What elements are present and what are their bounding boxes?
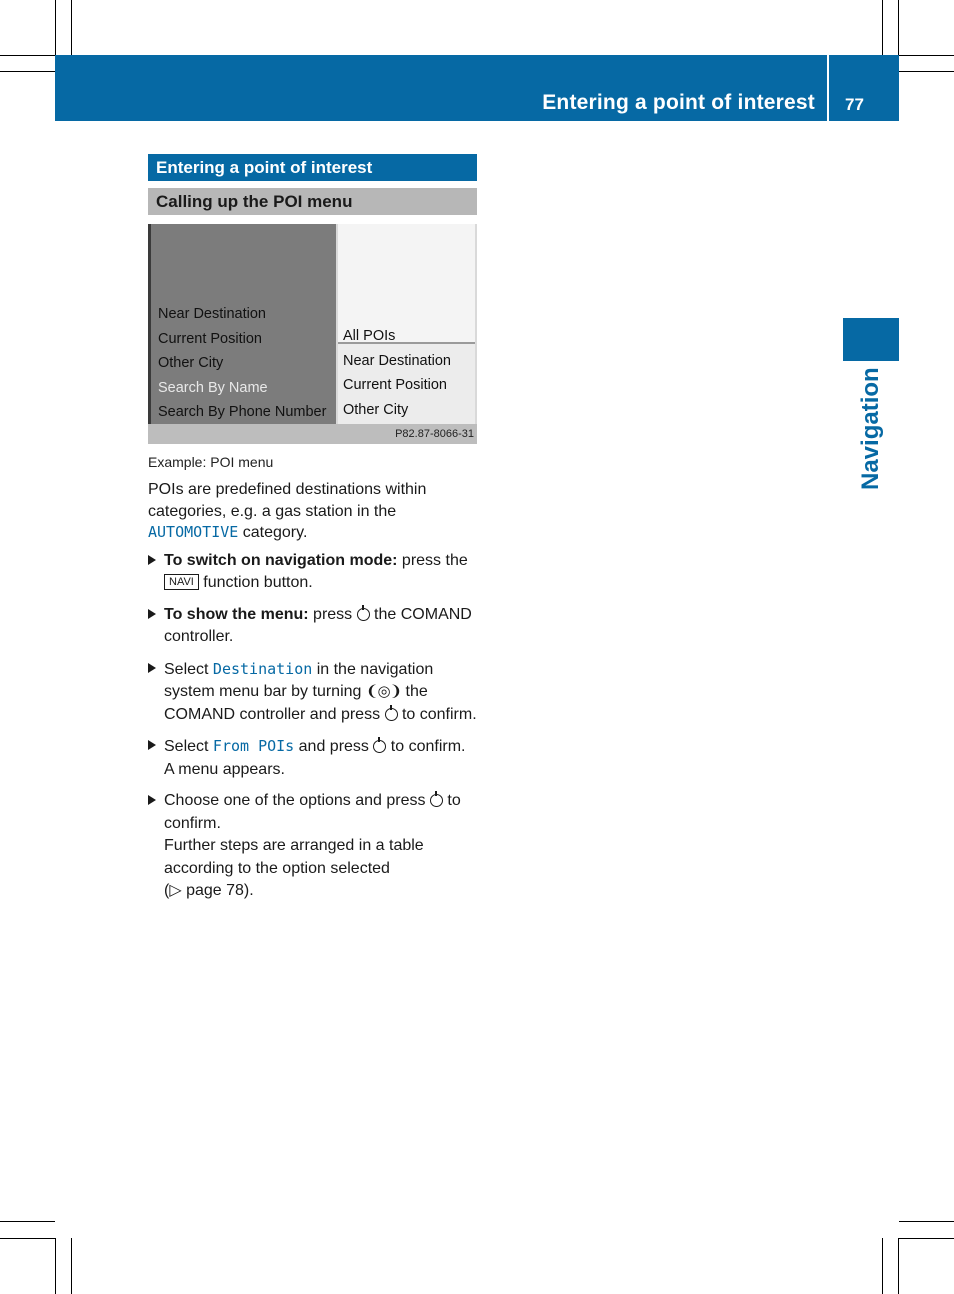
step-text: in the navigation system menu bar by turning	[164, 660, 434, 700]
step-item	[148, 658, 477, 727]
triangle-right-icon	[148, 740, 156, 750]
intro-text: POIs are predefined destinations within categories, e.g. a gas station in the	[148, 481, 427, 520]
image-code: P82.87-8066-31	[395, 428, 474, 440]
triangle-right-icon	[148, 663, 156, 673]
press-controller-icon	[430, 794, 443, 807]
page-number: 77	[845, 95, 864, 114]
header-title: Entering a point of interest	[542, 91, 815, 114]
screen-menu-item: Near Destination	[158, 306, 266, 322]
poi-menu-screenshot	[148, 224, 477, 444]
step-item	[148, 790, 477, 903]
crop-mark	[899, 1238, 954, 1239]
screen-menu-item: Search By Phone Number	[158, 404, 327, 420]
crop-mark	[899, 55, 954, 56]
crop-mark	[0, 1238, 55, 1239]
screen-left-menu	[158, 302, 326, 425]
screen-right-menu	[343, 324, 451, 422]
step-note: Further steps are arranged in a table according to the option selected	[164, 837, 424, 877]
step-text: Select	[164, 660, 213, 678]
step-item	[148, 550, 477, 595]
screen-menu-item: Current Position	[343, 377, 447, 393]
crop-mark	[898, 1238, 899, 1294]
page-reference-link[interactable]: (▷ page 78).	[164, 882, 254, 899]
screen-menu-item: Current Position	[158, 330, 262, 347]
crop-mark	[71, 0, 72, 55]
triangle-right-icon	[148, 609, 156, 619]
step-text: to confirm.	[397, 705, 477, 723]
step-text: function button.	[198, 574, 313, 591]
step-text: Select	[164, 738, 213, 755]
triangle-right-icon	[148, 555, 156, 565]
screen-menu-item: All POIs	[343, 328, 396, 344]
crop-mark	[71, 1238, 72, 1294]
step-text: Choose one of the options and press	[164, 792, 430, 809]
step-text: press the	[397, 551, 468, 569]
step-text: to confirm.	[386, 738, 466, 755]
crop-mark	[0, 55, 55, 56]
header-divider	[827, 55, 829, 121]
code-automotive: AUTOMOTIVE	[148, 523, 239, 541]
navi-key-icon: NAVI	[164, 574, 199, 590]
instruction-steps	[148, 550, 477, 903]
crop-mark	[899, 71, 954, 72]
code-from-pois: From POIs	[212, 737, 295, 755]
screen-menu-item: Near Destination	[343, 352, 451, 369]
step-result: A menu appears.	[164, 760, 285, 778]
chapter-tab	[843, 318, 899, 361]
press-controller-icon	[385, 708, 398, 721]
step-item	[148, 604, 477, 649]
step-bold: To show the menu:	[164, 605, 309, 623]
code-destination: Destination	[212, 659, 313, 678]
screen-menu-item-selected: Search By Name	[158, 379, 268, 396]
step-text: press	[308, 605, 357, 623]
step-text: and press	[294, 738, 374, 755]
screen-edge	[148, 224, 151, 424]
screen-menu-item: Other City	[343, 401, 409, 418]
crop-mark	[882, 0, 883, 55]
crop-mark	[55, 1238, 56, 1294]
crop-mark	[55, 0, 56, 55]
turn-controller-icon: ❨◎❩	[365, 683, 402, 700]
main-content	[148, 154, 477, 912]
press-controller-icon	[357, 608, 370, 621]
figure-caption: Example: POI menu	[148, 454, 274, 470]
press-controller-icon	[373, 740, 386, 753]
step-text: the COMAND controller.	[164, 605, 472, 645]
step-bold: To switch on navigation mode:	[164, 551, 398, 569]
page-header	[55, 55, 899, 121]
triangle-right-icon	[148, 795, 156, 805]
step-text: to confirm.	[164, 792, 461, 832]
chapter-label: Navigation	[857, 367, 884, 490]
crop-mark	[899, 1221, 954, 1222]
step-text: the COMAND controller and press	[164, 683, 428, 723]
section-heading: Entering a point of interest	[148, 154, 477, 181]
intro-text: category.	[238, 524, 308, 541]
crop-mark	[882, 1238, 883, 1294]
crop-mark	[0, 1221, 55, 1222]
screen-menu-item: Other City	[158, 355, 224, 371]
sub-heading: Calling up the POI menu	[148, 188, 477, 215]
crop-mark	[898, 0, 899, 55]
crop-mark	[0, 71, 55, 72]
step-item	[148, 735, 477, 781]
intro-paragraph	[148, 479, 477, 544]
